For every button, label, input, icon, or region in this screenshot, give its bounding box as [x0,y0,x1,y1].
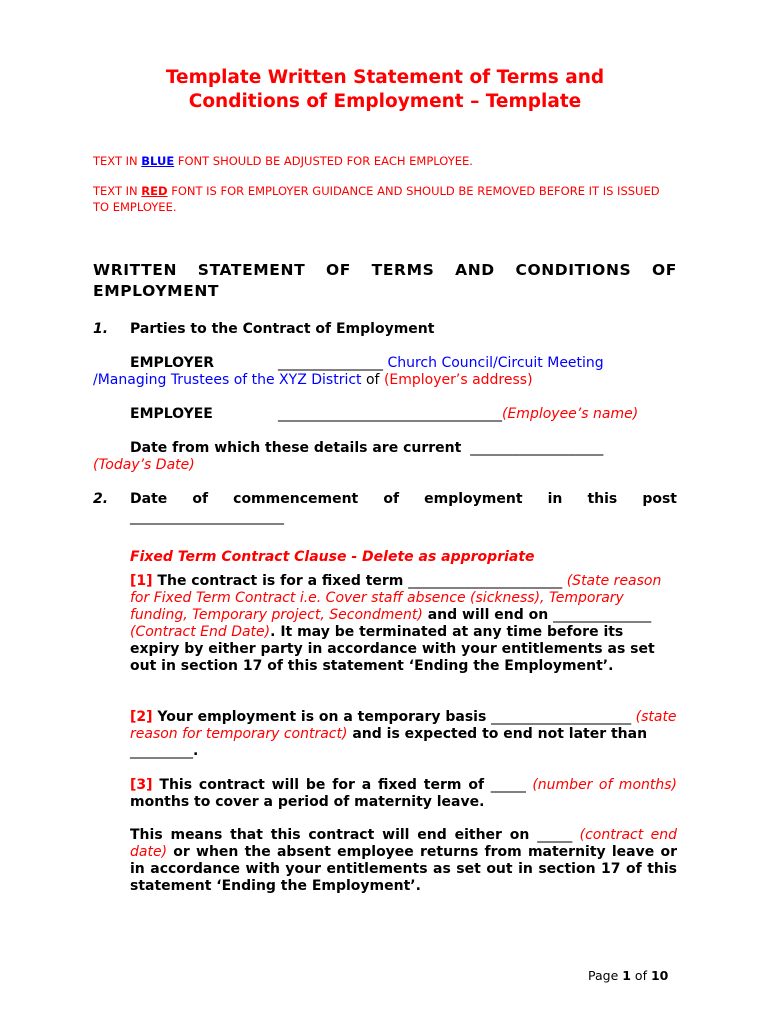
employee-label: EMPLOYEE [130,406,213,422]
red-keyword: RED [141,184,168,198]
title-line-1: Template Written Statement of Terms and [165,67,605,88]
clause-1: [1] The contract is for a fixed term ______________________ (State reason for Fixed Term Contract i.e. Cover staff absence (sickness), Temporary funding, Temporary project, Secondment) and will end on ______________ (Contract End Date). It may be terminated at any time before its expiry by either party in accordance with your entitlements as set out in section 17 of this statement ‘Ending the Employment’. [130,573,662,674]
employer-blank: _______________ [278,355,383,371]
section-1-title: Parties to the Contract of Employment [130,321,435,337]
date-current-label: Date from which these details are current [130,440,462,456]
clause-2: [2] Your employment is on a temporary basis ____________________ (state reason for temporary contract) and is expected to end not later than _________. [130,709,677,759]
employee-line [278,406,677,423]
title-line-2: Conditions of Employment – Template [188,91,582,112]
clause-2-tag: [2] [130,709,153,725]
section-2-title: Date of commencement of employment in this post [130,491,677,507]
red-text-note: TEXT IN RED FONT IS FOR EMPLOYER GUIDANCE AND SHOULD BE REMOVED BEFORE IT IS ISSUED TO EMPLOYEE. [93,184,660,214]
statement-heading: WRITTEN STATEMENT OF TERMS AND CONDITIONS OF EMPLOYMENT [93,261,677,300]
blue-keyword: BLUE [141,154,175,168]
total-page-count: 10 [650,968,669,983]
employee-blank: ________________________________ [278,406,502,422]
todays-date-hint: (Today’s Date) [93,457,195,473]
clause-3-tag: [3] [130,777,153,793]
page-footer: Page 1 of 10 [588,968,669,983]
section-2-blank: ______________________ [130,509,284,525]
employer-body: Church Council/Circuit Meeting [383,355,604,371]
date-current-line [130,440,677,457]
clause-4: This means that this contract will end either on _____ (contract end date) or when the absent employee returns from maternity leave or in accordance with your entitlements as set out in section 17 of this statement ‘Ending the Employment’. [130,827,677,894]
fixed-term-heading: Fixed Term Contract Clause - Delete as appropriate [130,549,535,565]
employer-continuation: /Managing Trustees of the XYZ District of (Employer’s address) [93,372,533,388]
employer-label: EMPLOYER [130,355,215,371]
clause-3: [3] This contract will be for a fixed term of _____ (number of months) months to cover a period of maternity leave. [130,777,677,810]
section-2-number: 2. [93,491,109,507]
blue-text-note: TEXT IN BLUE FONT SHOULD BE ADJUSTED FOR EACH EMPLOYEE. [93,154,473,168]
clause-1-tag: [1] [130,573,153,589]
employer-address-hint: (Employer’s address) [383,372,533,388]
section-1-number: 1. [93,321,109,337]
employee-name-hint: (Employee’s name) [502,406,639,422]
date-current-blank: ___________________ [470,440,604,456]
current-page-number: 1 [622,968,631,983]
employer-line [278,355,677,372]
document-title [93,66,677,114]
